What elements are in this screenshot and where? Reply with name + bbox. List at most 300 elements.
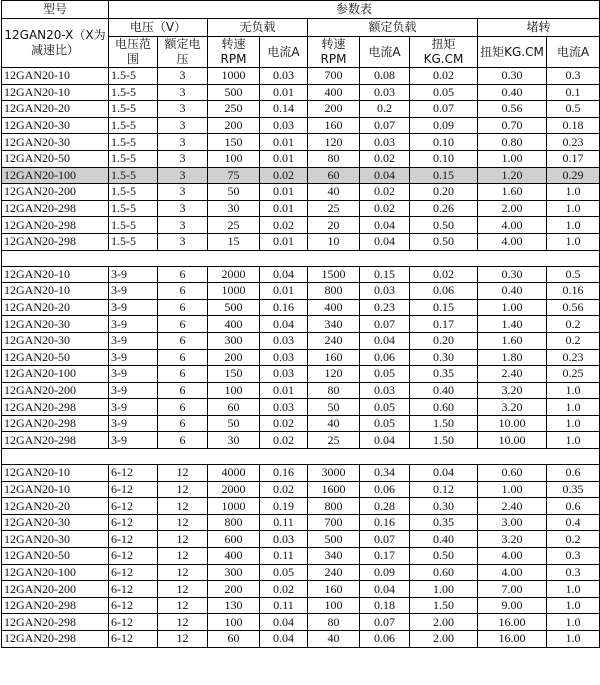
rated-speed-cell: 120 bbox=[308, 366, 360, 383]
voltage-range-cell: 6-12 bbox=[109, 514, 158, 531]
stall-current-cell: 0.18 bbox=[547, 117, 600, 134]
rated-torque-cell: 0.30 bbox=[410, 349, 478, 366]
rated-voltage-cell: 3 bbox=[158, 134, 208, 151]
stall-torque-cell: 1.00 bbox=[478, 481, 547, 498]
rated-torque-cell: 0.40 bbox=[410, 382, 478, 399]
stall-torque-cell: 4.00 bbox=[478, 548, 547, 565]
stall-current-cell: 0.6 bbox=[547, 465, 600, 482]
stall-current-cell: 1.0 bbox=[547, 614, 600, 631]
rated-current-cell: 0.03 bbox=[360, 84, 410, 101]
stall-current-cell: 0.29 bbox=[547, 167, 600, 184]
noload-speed-cell: 100 bbox=[208, 614, 260, 631]
spacer-cell bbox=[158, 250, 208, 266]
noload-current-cell: 0.03 bbox=[260, 399, 308, 416]
table-row bbox=[2, 631, 600, 648]
stall-current-cell: 0.2 bbox=[547, 332, 600, 349]
stall-torque-cell: 7.00 bbox=[478, 581, 547, 598]
voltage-range-cell: 1.5-5 bbox=[109, 101, 158, 118]
rated-voltage-cell: 12 bbox=[158, 581, 208, 598]
voltage-range-cell: 6-12 bbox=[109, 597, 158, 614]
rated-voltage-cell: 3 bbox=[158, 184, 208, 201]
rated-speed-cell: 25 bbox=[308, 432, 360, 449]
rated-current-cell: 0.28 bbox=[360, 498, 410, 515]
stall-torque-cell: 4.00 bbox=[478, 233, 547, 250]
table-row bbox=[2, 101, 600, 118]
stall-torque-cell: 0.80 bbox=[478, 134, 547, 151]
voltage-range-cell: 1.5-5 bbox=[109, 217, 158, 234]
table-row bbox=[2, 614, 600, 631]
noload-current-cell: 0.03 bbox=[260, 68, 308, 85]
rated-current-cell: 0.07 bbox=[360, 531, 410, 548]
stall-current-cell: 0.16 bbox=[547, 283, 600, 300]
table-row bbox=[2, 432, 600, 449]
rated-voltage-cell: 12 bbox=[158, 614, 208, 631]
spacer-cell bbox=[478, 449, 547, 465]
noload-speed-cell: 500 bbox=[208, 299, 260, 316]
stall-current-cell: 0.3 bbox=[547, 68, 600, 85]
rated-current-cell: 0.07 bbox=[360, 117, 410, 134]
stall-torque-cell: 0.40 bbox=[478, 283, 547, 300]
stall-torque-cell: 0.30 bbox=[478, 266, 547, 283]
rated-torque-cell: 0.12 bbox=[410, 481, 478, 498]
rated-speed-cell: 160 bbox=[308, 581, 360, 598]
rated-voltage-cell: 6 bbox=[158, 283, 208, 300]
rated-torque-cell: 2.00 bbox=[410, 631, 478, 648]
stall-torque-cell: 2.40 bbox=[478, 498, 547, 515]
spacer-cell bbox=[410, 449, 478, 465]
rated-voltage-cell: 3 bbox=[158, 217, 208, 234]
rated-speed-cell: 50 bbox=[308, 399, 360, 416]
noload-speed-cell: 1000 bbox=[208, 283, 260, 300]
rated-voltage-cell: 6 bbox=[158, 399, 208, 416]
spacer-cell bbox=[478, 250, 547, 266]
spacer-cell bbox=[109, 250, 158, 266]
table-row bbox=[2, 481, 600, 498]
model-cell: 12GAN20-10 bbox=[2, 465, 109, 482]
spacer-cell bbox=[208, 250, 260, 266]
voltage-range-header: 电压范围 bbox=[109, 37, 158, 68]
model-cell: 12GAN20-50 bbox=[2, 150, 109, 167]
noload-speed-cell: 2000 bbox=[208, 481, 260, 498]
model-cell: 12GAN20-298 bbox=[2, 399, 109, 416]
spacer-cell bbox=[410, 250, 478, 266]
rated-voltage-cell: 12 bbox=[158, 548, 208, 565]
model-cell: 12GAN20-200 bbox=[2, 382, 109, 399]
noload-current-cell: 0.11 bbox=[260, 597, 308, 614]
table-row bbox=[2, 167, 600, 184]
rated-speed-cell: 20 bbox=[308, 217, 360, 234]
spec-table bbox=[1, 0, 600, 648]
rated-current-cell: 0.06 bbox=[360, 349, 410, 366]
rated-current-cell: 0.04 bbox=[360, 167, 410, 184]
voltage-range-cell: 6-12 bbox=[109, 631, 158, 648]
noload-current-cell: 0.11 bbox=[260, 548, 308, 565]
rated-current-cell: 0.16 bbox=[360, 514, 410, 531]
stall-torque-cell: 3.20 bbox=[478, 531, 547, 548]
stall-group-header: 堵转 bbox=[478, 19, 600, 37]
rated-torque-header: 扭矩KG.CM bbox=[410, 37, 478, 68]
model-cell: 12GAN20-10 bbox=[2, 84, 109, 101]
noload-current-cell: 0.03 bbox=[260, 366, 308, 383]
rated-current-cell: 0.02 bbox=[360, 150, 410, 167]
rated-voltage-cell: 12 bbox=[158, 631, 208, 648]
model-cell: 12GAN20-298 bbox=[2, 614, 109, 631]
model-cell: 12GAN20-200 bbox=[2, 184, 109, 201]
model-cell: 12GAN20-20 bbox=[2, 498, 109, 515]
rated-torque-cell: 0.50 bbox=[410, 217, 478, 234]
rated-torque-cell: 0.50 bbox=[410, 548, 478, 565]
rated-speed-cell: 340 bbox=[308, 316, 360, 333]
stall-torque-cell: 1.60 bbox=[478, 332, 547, 349]
stall-current-cell: 0.3 bbox=[547, 548, 600, 565]
rated-torque-cell: 0.26 bbox=[410, 200, 478, 217]
stall-current-cell: 1.0 bbox=[547, 217, 600, 234]
rated-speed-cell: 160 bbox=[308, 349, 360, 366]
rated-current-cell: 0.04 bbox=[360, 581, 410, 598]
stall-torque-cell: 16.00 bbox=[478, 631, 547, 648]
stall-current-header: 电流A bbox=[547, 37, 600, 68]
noload-current-cell: 0.01 bbox=[260, 184, 308, 201]
rated-voltage-cell: 12 bbox=[158, 465, 208, 482]
noload-current-cell: 0.01 bbox=[260, 84, 308, 101]
stall-torque-cell: 1.40 bbox=[478, 316, 547, 333]
spacer-cell bbox=[2, 449, 109, 465]
model-cell: 12GAN20-20 bbox=[2, 299, 109, 316]
rated-torque-cell: 0.50 bbox=[410, 233, 478, 250]
group-spacer bbox=[2, 250, 600, 266]
stall-torque-cell: 2.40 bbox=[478, 366, 547, 383]
stall-current-cell: 0.6 bbox=[547, 498, 600, 515]
noload-speed-cell: 30 bbox=[208, 200, 260, 217]
noload-speed-cell: 400 bbox=[208, 316, 260, 333]
model-cell: 12GAN20-20 bbox=[2, 101, 109, 118]
stall-current-cell: 0.3 bbox=[547, 564, 600, 581]
voltage-range-cell: 6-12 bbox=[109, 498, 158, 515]
stall-torque-cell: 0.70 bbox=[478, 117, 547, 134]
spacer-cell bbox=[547, 250, 600, 266]
table-row bbox=[2, 498, 600, 515]
voltage-range-cell: 3-9 bbox=[109, 366, 158, 383]
noload-current-cell: 0.02 bbox=[260, 167, 308, 184]
voltage-range-cell: 1.5-5 bbox=[109, 117, 158, 134]
rated-torque-cell: 1.50 bbox=[410, 432, 478, 449]
stall-current-cell: 1.0 bbox=[547, 382, 600, 399]
rated-torque-cell: 0.10 bbox=[410, 150, 478, 167]
rated-current-cell: 0.17 bbox=[360, 548, 410, 565]
stall-current-cell: 0.5 bbox=[547, 266, 600, 283]
params-header: 参数表 bbox=[109, 1, 600, 19]
stall-torque-cell: 9.00 bbox=[478, 597, 547, 614]
noload-speed-cell: 25 bbox=[208, 217, 260, 234]
table-row bbox=[2, 548, 600, 565]
noload-speed-cell: 4000 bbox=[208, 465, 260, 482]
rated-speed-cell: 800 bbox=[308, 498, 360, 515]
rated-current-cell: 0.02 bbox=[360, 184, 410, 201]
rated-speed-header: 转速RPM bbox=[308, 37, 360, 68]
stall-torque-cell: 3.20 bbox=[478, 399, 547, 416]
noload-current-cell: 0.14 bbox=[260, 101, 308, 118]
rated-torque-cell: 0.10 bbox=[410, 134, 478, 151]
rated-speed-cell: 1600 bbox=[308, 481, 360, 498]
voltage-range-cell: 1.5-5 bbox=[109, 68, 158, 85]
spacer-cell bbox=[360, 250, 410, 266]
rated-voltage-cell: 6 bbox=[158, 316, 208, 333]
stall-torque-cell: 4.00 bbox=[478, 217, 547, 234]
voltage-range-cell: 3-9 bbox=[109, 382, 158, 399]
noload-speed-cell: 130 bbox=[208, 597, 260, 614]
stall-current-cell: 1.0 bbox=[547, 399, 600, 416]
rated-voltage-cell: 12 bbox=[158, 531, 208, 548]
stall-torque-header: 扭矩KG.CM bbox=[478, 37, 547, 68]
noload-speed-cell: 200 bbox=[208, 349, 260, 366]
model-cell: 12GAN20-298 bbox=[2, 597, 109, 614]
noload-speed-cell: 600 bbox=[208, 531, 260, 548]
noload-current-cell: 0.04 bbox=[260, 266, 308, 283]
stall-torque-cell: 10.00 bbox=[478, 415, 547, 432]
noload-current-cell: 0.01 bbox=[260, 134, 308, 151]
rated-speed-cell: 500 bbox=[308, 531, 360, 548]
table-row bbox=[2, 299, 600, 316]
stall-torque-cell: 1.00 bbox=[478, 299, 547, 316]
model-cell: 12GAN20-30 bbox=[2, 134, 109, 151]
voltage-range-cell: 3-9 bbox=[109, 399, 158, 416]
rated-current-cell: 0.03 bbox=[360, 382, 410, 399]
rated-torque-cell: 1.50 bbox=[410, 597, 478, 614]
stall-torque-cell: 2.00 bbox=[478, 200, 547, 217]
rated-torque-cell: 1.50 bbox=[410, 415, 478, 432]
rated-current-cell: 0.02 bbox=[360, 200, 410, 217]
rated-speed-cell: 700 bbox=[308, 514, 360, 531]
noload-speed-cell: 400 bbox=[208, 548, 260, 565]
noload-current-cell: 0.11 bbox=[260, 514, 308, 531]
rated-torque-cell: 0.07 bbox=[410, 101, 478, 118]
stall-torque-cell: 1.20 bbox=[478, 167, 547, 184]
noload-speed-cell: 1000 bbox=[208, 68, 260, 85]
noload-speed-cell: 60 bbox=[208, 631, 260, 648]
table-row bbox=[2, 366, 600, 383]
noload-current-header: 电流A bbox=[260, 37, 308, 68]
stall-torque-cell: 10.00 bbox=[478, 432, 547, 449]
rated-torque-cell: 0.06 bbox=[410, 283, 478, 300]
stall-current-cell: 0.5 bbox=[547, 101, 600, 118]
rated-current-header: 电流A bbox=[360, 37, 410, 68]
noload-current-cell: 0.05 bbox=[260, 564, 308, 581]
rated-torque-cell: 0.35 bbox=[410, 366, 478, 383]
table-row bbox=[2, 581, 600, 598]
rated-current-cell: 0.04 bbox=[360, 217, 410, 234]
noload-current-cell: 0.02 bbox=[260, 432, 308, 449]
rated-speed-cell: 100 bbox=[308, 597, 360, 614]
rated-speed-cell: 1500 bbox=[308, 266, 360, 283]
rated-speed-cell: 40 bbox=[308, 631, 360, 648]
stall-torque-cell: 0.40 bbox=[478, 84, 547, 101]
spacer-cell bbox=[260, 250, 308, 266]
rated-current-cell: 0.04 bbox=[360, 432, 410, 449]
stall-torque-cell: 3.00 bbox=[478, 514, 547, 531]
stall-current-cell: 0.35 bbox=[547, 481, 600, 498]
voltage-range-cell: 1.5-5 bbox=[109, 167, 158, 184]
table-row bbox=[2, 68, 600, 85]
voltage-range-cell: 3-9 bbox=[109, 332, 158, 349]
rated-current-cell: 0.04 bbox=[360, 332, 410, 349]
rated-speed-cell: 80 bbox=[308, 614, 360, 631]
model-cell: 12GAN20-100 bbox=[2, 564, 109, 581]
voltage-range-cell: 3-9 bbox=[109, 415, 158, 432]
noload-speed-cell: 150 bbox=[208, 134, 260, 151]
voltage-range-cell: 6-12 bbox=[109, 465, 158, 482]
noload-current-cell: 0.01 bbox=[260, 233, 308, 250]
rated-torque-cell: 0.20 bbox=[410, 332, 478, 349]
rated-voltage-cell: 3 bbox=[158, 101, 208, 118]
noload-current-cell: 0.03 bbox=[260, 117, 308, 134]
noload-current-cell: 0.16 bbox=[260, 465, 308, 482]
noload-current-cell: 0.03 bbox=[260, 349, 308, 366]
rated-current-cell: 0.06 bbox=[360, 631, 410, 648]
noload-current-cell: 0.04 bbox=[260, 316, 308, 333]
model-sub-header bbox=[2, 19, 109, 68]
noload-current-cell: 0.04 bbox=[260, 631, 308, 648]
model-cell: 12GAN20-298 bbox=[2, 631, 109, 648]
model-cell: 12GAN20-298 bbox=[2, 217, 109, 234]
rated-torque-cell: 0.02 bbox=[410, 68, 478, 85]
noload-speed-cell: 300 bbox=[208, 332, 260, 349]
noload-current-cell: 0.01 bbox=[260, 382, 308, 399]
model-cell: 12GAN20-10 bbox=[2, 283, 109, 300]
model-cell: 12GAN20-298 bbox=[2, 415, 109, 432]
group-spacer bbox=[2, 449, 600, 465]
rated-speed-cell: 10 bbox=[308, 233, 360, 250]
rated-current-cell: 0.05 bbox=[360, 415, 410, 432]
rated-voltage-cell: 3 bbox=[158, 117, 208, 134]
model-cell: 12GAN20-200 bbox=[2, 581, 109, 598]
spacer-cell bbox=[158, 449, 208, 465]
voltage-range-cell: 1.5-5 bbox=[109, 184, 158, 201]
table-row bbox=[2, 415, 600, 432]
noload-speed-cell: 100 bbox=[208, 150, 260, 167]
table-row bbox=[2, 349, 600, 366]
noload-speed-cell: 200 bbox=[208, 581, 260, 598]
voltage-range-cell: 1.5-5 bbox=[109, 200, 158, 217]
model-cell: 12GAN20-30 bbox=[2, 332, 109, 349]
rated-current-cell: 0.05 bbox=[360, 366, 410, 383]
rated-torque-cell: 0.09 bbox=[410, 117, 478, 134]
noload-speed-header: 转速RPM bbox=[208, 37, 260, 68]
table-row bbox=[2, 531, 600, 548]
voltage-range-cell: 1.5-5 bbox=[109, 134, 158, 151]
rated-voltage-cell: 12 bbox=[158, 498, 208, 515]
rated-torque-cell: 0.30 bbox=[410, 498, 478, 515]
noload-group-header: 无负载 bbox=[208, 19, 308, 37]
stall-torque-cell: 1.60 bbox=[478, 184, 547, 201]
noload-speed-cell: 50 bbox=[208, 415, 260, 432]
model-cell: 12GAN20-10 bbox=[2, 68, 109, 85]
rated-voltage-cell: 6 bbox=[158, 332, 208, 349]
rated-current-cell: 0.07 bbox=[360, 316, 410, 333]
stall-torque-cell: 4.00 bbox=[478, 564, 547, 581]
table-row bbox=[2, 399, 600, 416]
rated-voltage-cell: 6 bbox=[158, 266, 208, 283]
stall-torque-cell: 0.56 bbox=[478, 101, 547, 118]
spacer-cell bbox=[109, 449, 158, 465]
model-cell: 12GAN20-50 bbox=[2, 548, 109, 565]
rated-torque-cell: 0.15 bbox=[410, 167, 478, 184]
spacer-cell bbox=[2, 250, 109, 266]
rated-voltage-cell: 12 bbox=[158, 514, 208, 531]
rated-speed-cell: 80 bbox=[308, 382, 360, 399]
model-cell: 12GAN20-30 bbox=[2, 117, 109, 134]
table-row bbox=[2, 465, 600, 482]
noload-current-cell: 0.01 bbox=[260, 150, 308, 167]
rated-speed-cell: 200 bbox=[308, 101, 360, 118]
model-header: 型号 bbox=[2, 1, 109, 19]
voltage-range-cell: 6-12 bbox=[109, 531, 158, 548]
stall-torque-cell: 1.80 bbox=[478, 349, 547, 366]
voltage-range-cell: 3-9 bbox=[109, 432, 158, 449]
rated-speed-cell: 700 bbox=[308, 68, 360, 85]
voltage-range-cell: 1.5-5 bbox=[109, 150, 158, 167]
rated-torque-cell: 0.05 bbox=[410, 84, 478, 101]
rated-speed-cell: 400 bbox=[308, 84, 360, 101]
voltage-group-header: 电压（V） bbox=[109, 19, 208, 37]
noload-current-cell: 0.03 bbox=[260, 531, 308, 548]
rated-speed-cell: 120 bbox=[308, 134, 360, 151]
rated-torque-cell: 0.60 bbox=[410, 564, 478, 581]
rated-speed-cell: 800 bbox=[308, 283, 360, 300]
rated-voltage-cell: 6 bbox=[158, 349, 208, 366]
model-cell: 12GAN20-30 bbox=[2, 531, 109, 548]
rated-torque-cell: 0.20 bbox=[410, 184, 478, 201]
rated-torque-cell: 2.00 bbox=[410, 614, 478, 631]
voltage-range-cell: 6-12 bbox=[109, 564, 158, 581]
stall-current-cell: 0.4 bbox=[547, 514, 600, 531]
rated-voltage-cell: 6 bbox=[158, 366, 208, 383]
noload-speed-cell: 2000 bbox=[208, 266, 260, 283]
rated-voltage-cell: 6 bbox=[158, 299, 208, 316]
stall-current-cell: 0.2 bbox=[547, 531, 600, 548]
rated-voltage-cell: 6 bbox=[158, 415, 208, 432]
voltage-range-cell: 3-9 bbox=[109, 283, 158, 300]
stall-current-cell: 1.0 bbox=[547, 581, 600, 598]
stall-current-cell: 0.56 bbox=[547, 299, 600, 316]
noload-current-cell: 0.01 bbox=[260, 200, 308, 217]
noload-current-cell: 0.02 bbox=[260, 581, 308, 598]
stall-torque-cell: 0.60 bbox=[478, 465, 547, 482]
rated-voltage-cell: 12 bbox=[158, 564, 208, 581]
model-cell: 12GAN20-100 bbox=[2, 167, 109, 184]
rated-current-cell: 0.04 bbox=[360, 233, 410, 250]
stall-torque-cell: 1.00 bbox=[478, 150, 547, 167]
stall-current-cell: 0.23 bbox=[547, 134, 600, 151]
rated-voltage-cell: 3 bbox=[158, 68, 208, 85]
voltage-range-cell: 6-12 bbox=[109, 481, 158, 498]
model-cell: 12GAN20-30 bbox=[2, 514, 109, 531]
stall-current-cell: 1.0 bbox=[547, 233, 600, 250]
stall-torque-cell: 3.20 bbox=[478, 382, 547, 399]
rated-current-cell: 0.06 bbox=[360, 481, 410, 498]
noload-current-cell: 0.02 bbox=[260, 481, 308, 498]
table-row bbox=[2, 316, 600, 333]
rated-speed-cell: 400 bbox=[308, 299, 360, 316]
rated-group-header: 额定负载 bbox=[308, 19, 478, 37]
rated-current-cell: 0.18 bbox=[360, 597, 410, 614]
rated-speed-cell: 60 bbox=[308, 167, 360, 184]
noload-speed-cell: 150 bbox=[208, 366, 260, 383]
noload-speed-cell: 300 bbox=[208, 564, 260, 581]
table-row bbox=[2, 597, 600, 614]
stall-current-cell: 1.0 bbox=[547, 415, 600, 432]
spacer-cell bbox=[260, 449, 308, 465]
rated-voltage-cell: 12 bbox=[158, 597, 208, 614]
